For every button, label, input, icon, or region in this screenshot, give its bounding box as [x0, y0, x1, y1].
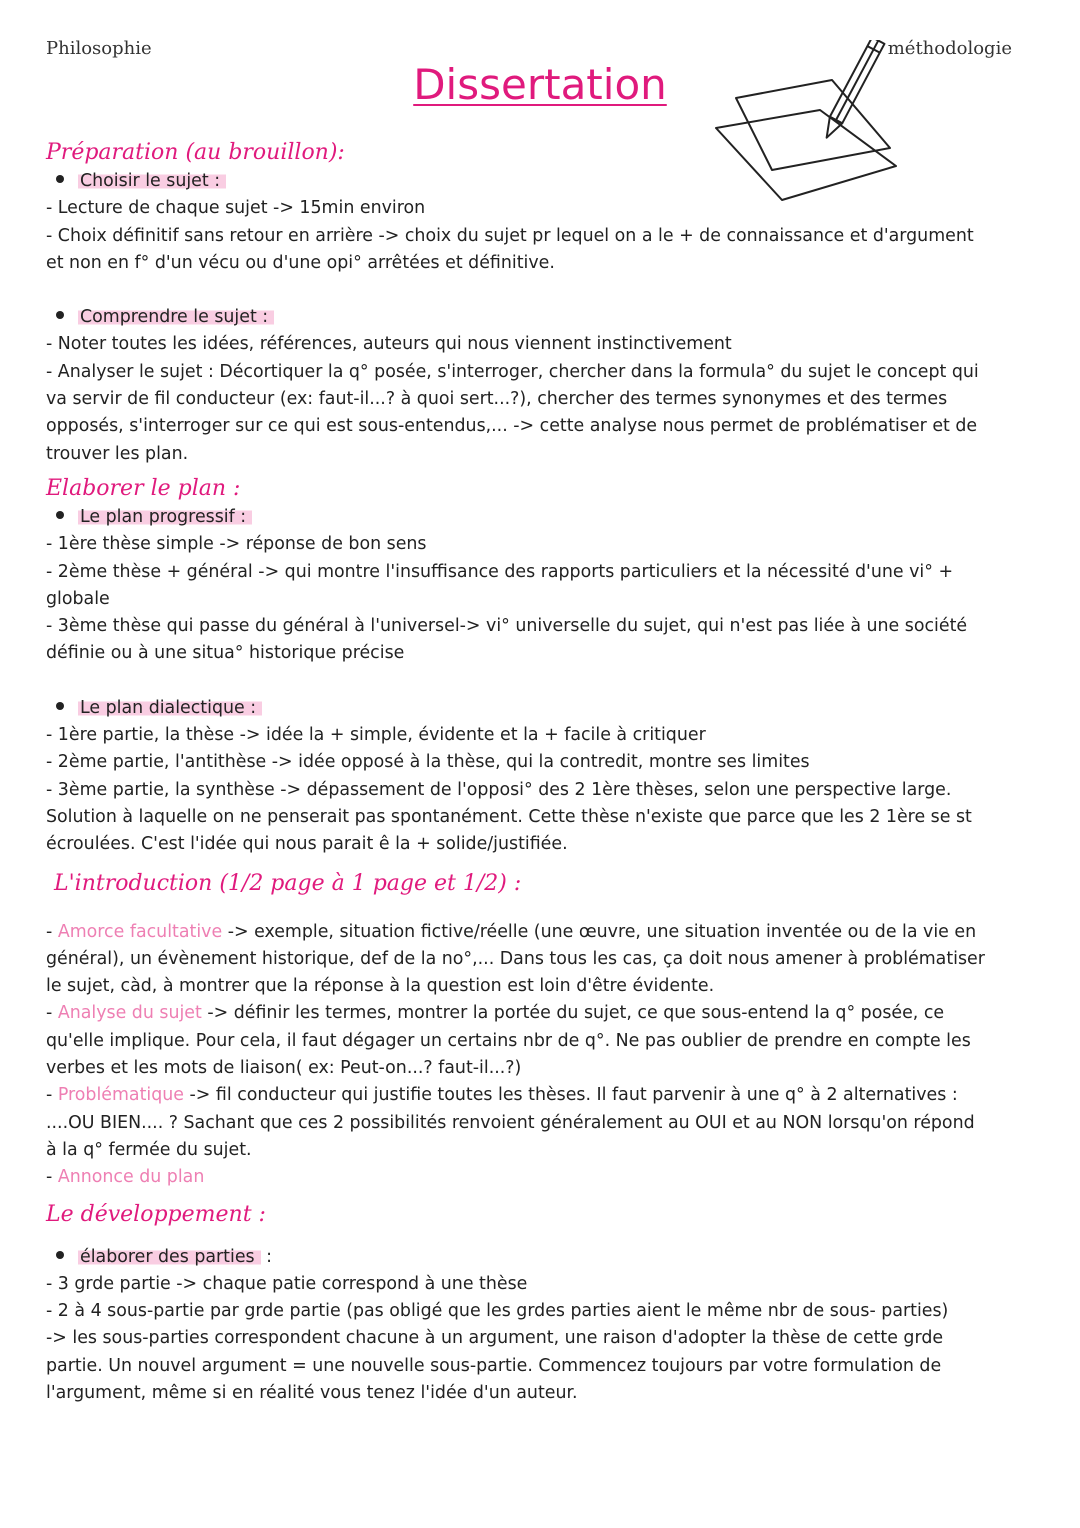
- text-line: partie. Un nouvel argument = une nouvelle sous-partie. Commencez toujours par votre formulation de: [46, 1355, 942, 1376]
- text-line: - Lecture de chaque sujet -> 15min environ: [46, 198, 426, 219]
- bullet-label: Comprendre le sujet :: [78, 307, 274, 327]
- text-line: - Problématique -> fil conducteur qui justifie toutes les thèses. Il faut parvenir à une q° à 2 alternatives :: [46, 1085, 958, 1106]
- subject-label: Philosophie: [46, 38, 152, 59]
- text-line: - 3 grde partie -> chaque patie correspond à une thèse: [46, 1273, 528, 1294]
- text-line: - Analyser le sujet : Décortiquer la q° posée, s'interroger, chercher dans la formula° du sujet le concept qui: [46, 361, 979, 382]
- bullet-dot-icon: [56, 311, 64, 319]
- text-line: - 2ème partie, l'antithèse -> idée opposé à la thèse, qui la contredit, montre ses limites: [46, 752, 810, 773]
- bullet-dot-icon: [56, 1251, 64, 1259]
- text-line: - 3ème partie, la synthèse -> dépassement de l'opposi° des 2 1ère thèses, selon une perspective large.: [46, 779, 952, 800]
- text-line: verbes et les mots de liaison( ex: Peut-on...? faut-il...?): [46, 1058, 522, 1079]
- bullet-dot-icon: [56, 175, 64, 183]
- section-heading-preparation: Préparation (au brouillon):: [46, 140, 345, 165]
- text-fragment: -> définir les termes, montrer la portée du sujet, ce que sous-entend la q° posée, ce: [201, 1003, 945, 1024]
- bullet-dot-icon: [56, 511, 64, 519]
- text-line: - 1ère thèse simple -> réponse de bon sens: [46, 534, 427, 555]
- text-line: - Analyse du sujet -> définir les termes, montrer la portée du sujet, ce que sous-entend la q° posée, ce: [46, 1003, 945, 1024]
- text-line: l'argument, même si en réalité vous tenez l'idée d'un auteur.: [46, 1382, 578, 1403]
- bullet-item: [46, 1244, 1026, 1271]
- text-line: globale: [46, 588, 110, 609]
- text-line: qu'elle implique. Pour cela, il faut dégager un certains nbr de q°. Ne pas oublier de prendre en compte les: [46, 1030, 971, 1051]
- keyword: Analyse du sujet: [57, 1003, 202, 1024]
- bullet-item: [46, 168, 1026, 195]
- text-line: trouver les plan.: [46, 443, 189, 464]
- bullet-item: [46, 304, 1026, 331]
- bullet-suffix: :: [260, 1246, 272, 1267]
- section-heading-plan: Elaborer le plan :: [46, 475, 241, 501]
- text-line: - Choix définitif sans retour en arrière -> choix du sujet pr lequel on a le + de connaissance et d'argument: [46, 225, 974, 246]
- bullet-item: [46, 504, 1026, 531]
- bullet-label: Choisir le sujet :: [78, 171, 226, 191]
- text-line: opposés, s'interroger sur ce qui est sous-entendus,... -> cette analyse nous permet de problématiser et de: [46, 416, 978, 437]
- text-line: -> les sous-parties correspondent chacune à un argument, une raison d'adopter la thèse de cette grde: [46, 1328, 944, 1349]
- text-line: le sujet, càd, à montrer que la réponse à la question est loin d'être évidente.: [46, 976, 715, 997]
- text-fragment: -> exemple, situation fictive/réelle (une œuvre, une situation inventée ou de la vie en: [222, 921, 977, 942]
- keyword: Problématique: [57, 1085, 184, 1106]
- category-label: méthodologie: [887, 38, 1012, 59]
- text-line: - Noter toutes les idées, références, auteurs qui nous viennent instinctivement: [46, 334, 732, 355]
- bullet-label: élaborer des parties: [78, 1247, 261, 1267]
- bullet-item: [46, 695, 1026, 722]
- text-line: ....OU BIEN.... ? Sachant que ces 2 possibilités renvoient généralement au OUI et au NON lorsqu'on répond: [46, 1112, 975, 1133]
- text-line: - Amorce facultative -> exemple, situation fictive/réelle (une œuvre, une situation inventée ou de la vie en: [46, 921, 977, 942]
- section-heading-introduction: L'introduction (1/2 page à 1 page et 1/2) :: [54, 870, 522, 896]
- text-line: général), un évènement historique, def de la no°,... Dans tous les cas, ça doit nous amener à problématiser: [46, 948, 985, 969]
- keyword: Amorce facultative: [57, 921, 223, 942]
- page-title: Dissertation: [413, 60, 667, 109]
- text-line: - 2 à 4 sous-partie par grde partie (pas obligé que les grdes parties aient le même nbr de sous- parties): [46, 1301, 949, 1322]
- section-heading-developpement: Le développement :: [46, 1201, 266, 1227]
- text-line: - 3ème thèse qui passe du général à l'universel-> vi° universelle du sujet, qui n'est pas liée à une société: [46, 616, 968, 637]
- page-title-wrap: [0, 60, 1080, 109]
- bullet-label: Le plan dialectique :: [78, 698, 262, 718]
- bullet-label: Le plan progressif :: [78, 507, 252, 527]
- text-line: définie ou à une situa° historique précise: [46, 643, 405, 664]
- text-line: va servir de fil conducteur (ex: faut-il...? à quoi sert...?), chercher des termes synonymes et des termes: [46, 389, 948, 410]
- keyword: Annonce du plan: [57, 1167, 205, 1188]
- bullet-dot-icon: [56, 702, 64, 710]
- text-line: - Annonce du plan: [46, 1167, 205, 1188]
- document-body: [46, 138, 1026, 1407]
- text-fragment: -> fil conducteur qui justifie toutes les thèses. Il faut parvenir à une q° à 2 alternatives :: [183, 1085, 958, 1106]
- text-line: Solution à laquelle on ne penserait pas spontanément. Cette thèse n'existe que parce que les 2 1ère se st: [46, 806, 972, 827]
- text-line: à la q° fermée du sujet.: [46, 1139, 252, 1160]
- text-line: écroulées. C'est l'idée qui nous parait ê la + solide/justifiée.: [46, 834, 568, 855]
- text-line: - 1ère partie, la thèse -> idée la + simple, évidente et la + facile à critiquer: [46, 725, 706, 746]
- text-line: et non en f° d'un vécu ou d'une opi° arrêtées et définitive.: [46, 252, 555, 273]
- text-line: - 2ème thèse + général -> qui montre l'insuffisance des rapports particuliers et la nécessité d'une vi° +: [46, 561, 954, 582]
